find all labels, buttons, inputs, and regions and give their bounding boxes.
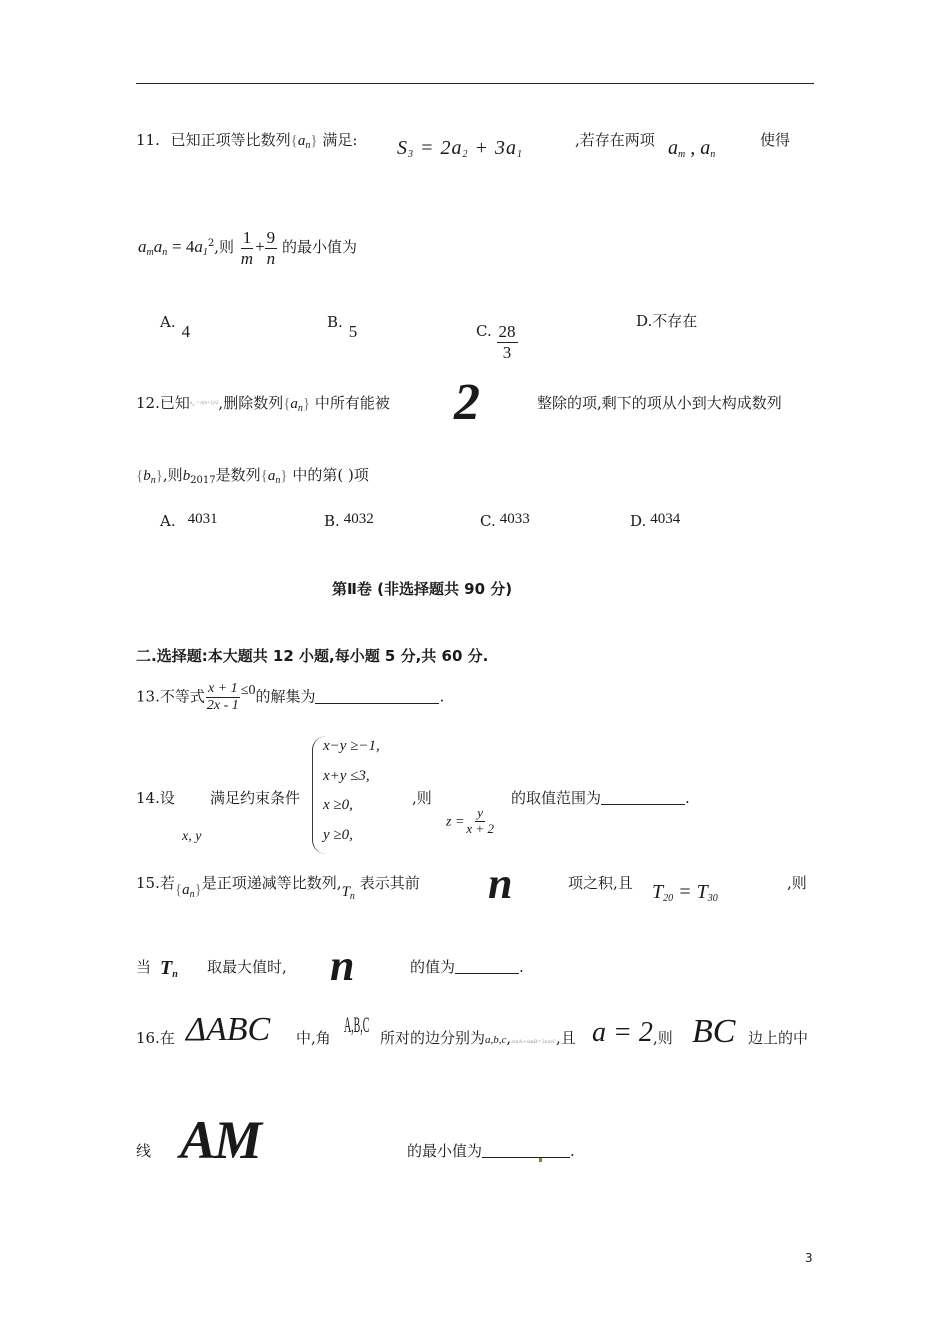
q15-equal-products: $T_{20} = T_{30}$ <box>652 881 718 904</box>
q16-angles: A,B,C <box>344 1012 370 1037</box>
q16-median: AM <box>180 1110 261 1170</box>
q14-condition-label: 满足约束条件 <box>210 789 301 807</box>
q16-side-a: a = 2 <box>592 1017 653 1048</box>
q14-line: 14.设 <box>136 789 175 807</box>
q14-constraint-system: x−y ≥−1, x+y ≤3, x ≥0, y ≥0, <box>312 736 413 854</box>
page-number: 3 <box>805 1251 813 1265</box>
q11-option-a: A. 4 <box>160 313 191 341</box>
q16-triangle: ΔABC <box>186 1011 271 1048</box>
q16-line2: 线 <box>136 1142 152 1160</box>
q14-answer-blank[interactable] <box>601 789 685 805</box>
q15-n-answer: n <box>330 941 355 990</box>
q14-then: ,则 <box>412 789 432 807</box>
q13-line: 13.不等式 $\frac{x + 1}{2x - 1}$ ≤0的解集为 . <box>136 681 445 714</box>
q15-line2: 当 <box>136 958 152 976</box>
part2-title: 第Ⅱ卷 (非选择题共 90 分) <box>332 580 513 598</box>
q15-line2c: 的值为 . <box>410 958 524 976</box>
q12-option-a: A. 4031 <box>160 511 218 530</box>
q14-vars: x, y <box>182 829 202 844</box>
q15-line2b: 取最大值时, <box>207 958 287 976</box>
q13-answer-blank[interactable] <box>315 688 439 704</box>
q16-answer-blank[interactable] <box>482 1142 570 1158</box>
q11-option-b: B. 5 <box>327 313 358 341</box>
q14-line-end: 的取值范围为 . <box>511 789 690 807</box>
q12-line1: 12.已知$a_n = n(n+1)/2$,删除数列$\{a_n\}$ 中所有能被 <box>136 394 390 414</box>
q15-then: ,则 <box>787 874 807 892</box>
q11-line1c: 使得 <box>760 131 791 149</box>
q11-terms: $a_m$ , $a_n$ <box>668 137 716 160</box>
header-rule <box>136 83 814 84</box>
q16-line1: 16.在 <box>136 1029 175 1047</box>
q11-line1: 11. 已知正项等比数列$\{a_n\}$ 满足: <box>136 131 358 151</box>
q16-bc: BC <box>692 1013 736 1050</box>
q11-line1b: ,若存在两项 <box>575 131 655 149</box>
q12-divisor: 2 <box>454 374 478 431</box>
q11-condition: $S_3 = 2a_2 + 3a_1$ <box>397 137 523 160</box>
q16-line1d: 边上的中 <box>748 1029 809 1047</box>
q16-line1c: 所对的边分别为a,b,c,sinA+sinB=2sinC,且 <box>380 1029 576 1047</box>
q16-line1b: 中,角 <box>296 1029 331 1047</box>
q12-line2: $\{b_n\}$,则$b_{2017}$是数列$\{a_n\}$ 中的第( )项 <box>136 466 369 486</box>
q11-option-d: D.不存在 <box>636 312 698 330</box>
q11-option-c: C. $\frac{28}{3}$ <box>476 322 516 362</box>
q15-tn: $T_n$ <box>160 957 178 980</box>
section2-heading: 二.选择题:本大题共 12 小题,每小题 5 分,共 60 分. <box>136 647 489 665</box>
q15-answer-blank[interactable] <box>455 958 519 974</box>
q11-line2: $a_ma_n = 4a_1^2$,则 $\frac{1}{m}$ + $\frac{9}{n}$ 的最小值为 <box>138 228 357 268</box>
q14-objective: z = $\frac{y}{x + 2}$ <box>446 805 494 836</box>
q16-line2b: 的最小值为 . <box>407 1142 575 1160</box>
q15-n: n <box>488 859 513 908</box>
q12-option-b: B. 4032 <box>324 511 374 530</box>
q12-option-c: C. 4033 <box>480 511 530 530</box>
q15-line1: 15.若$\{a_n\}$是正项递减等比数列$,T_n$ 表示其前 <box>136 874 420 902</box>
q12-line1b: 整除的项,剩下的项从小到大构成数列 <box>537 394 782 412</box>
q12-option-d: D. 4034 <box>630 511 681 530</box>
stray-mark <box>539 1158 542 1162</box>
q16-then: ,则 <box>653 1029 673 1047</box>
q15-line1b: 项之积,且 <box>568 874 633 892</box>
